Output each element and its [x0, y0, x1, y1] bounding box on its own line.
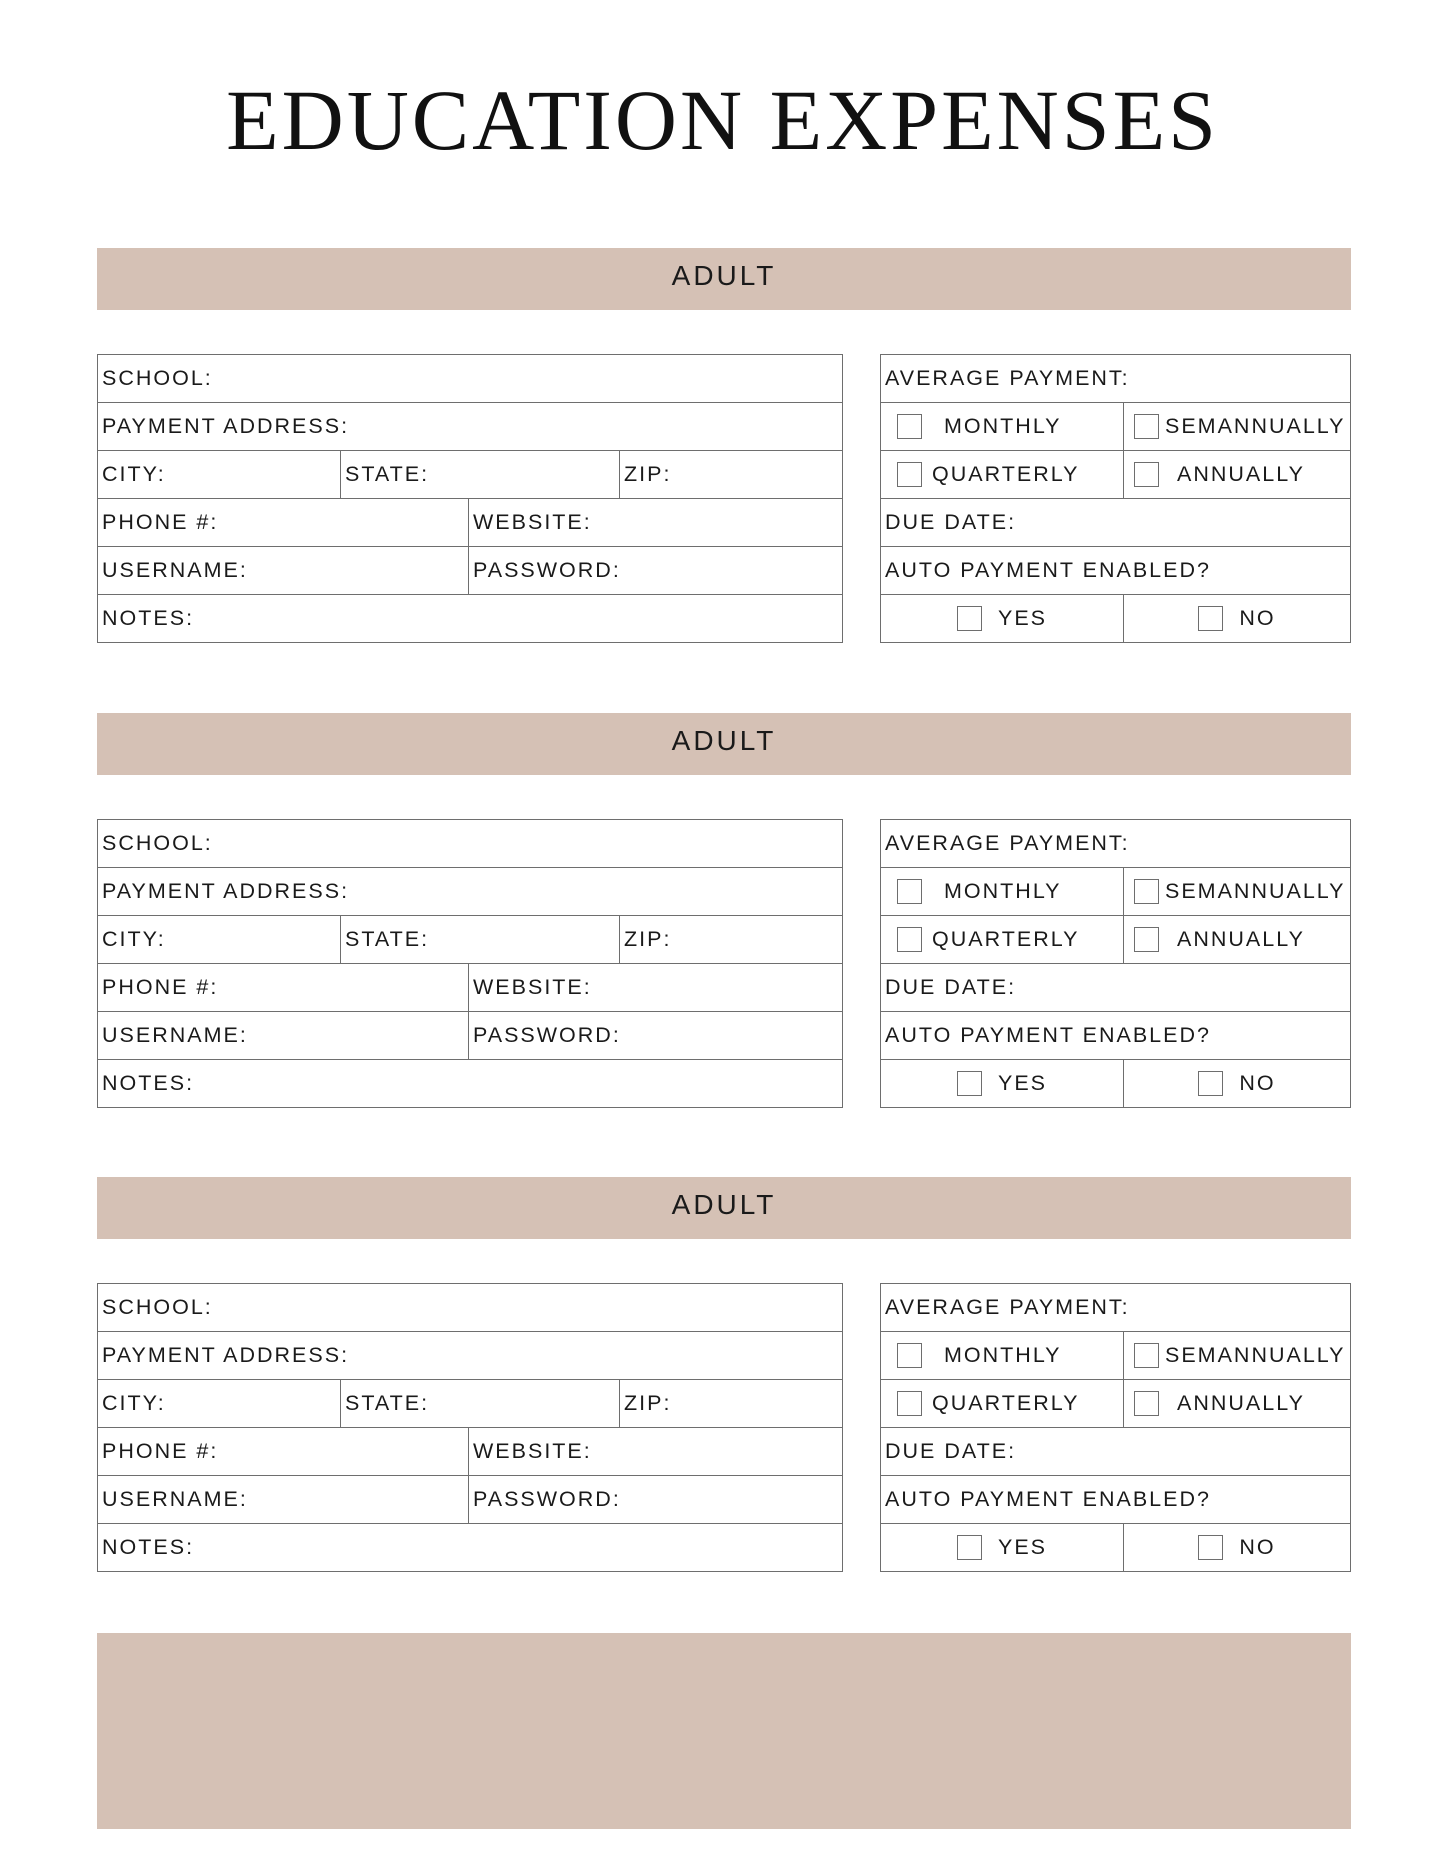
state-label: STATE:: [345, 1391, 430, 1415]
average-payment-field[interactable]: [881, 820, 1351, 868]
annually-option[interactable]: [1124, 916, 1351, 964]
zip-label: ZIP:: [624, 462, 672, 486]
monthly-option[interactable]: [881, 868, 1124, 916]
state-label: STATE:: [345, 462, 430, 486]
no-option[interactable]: [1124, 1524, 1351, 1572]
no-checkbox[interactable]: [1198, 1071, 1223, 1096]
zip-label: ZIP:: [624, 1391, 672, 1415]
username-field[interactable]: [98, 1476, 469, 1524]
section-header: ADULT: [97, 713, 1351, 775]
payment-address-label: PAYMENT ADDRESS:: [102, 414, 350, 438]
semannually-label: SEMANNUALLY: [1165, 414, 1346, 439]
payment-info-table: [880, 1283, 1351, 1572]
annually-option[interactable]: [1124, 451, 1351, 499]
page-title: EDUCATION EXPENSES: [226, 72, 1219, 168]
password-label: PASSWORD:: [473, 1023, 621, 1047]
due-date-field[interactable]: [881, 499, 1351, 547]
annually-checkbox[interactable]: [1134, 462, 1159, 487]
website-label: WEBSITE:: [473, 975, 592, 999]
city-label: CITY:: [102, 927, 166, 951]
quarterly-option[interactable]: [881, 451, 1124, 499]
monthly-checkbox[interactable]: [897, 414, 922, 439]
section-header: ADULT: [97, 1177, 1351, 1239]
semannually-checkbox[interactable]: [1134, 879, 1159, 904]
zip-label: ZIP:: [624, 927, 672, 951]
yes-label: YES: [997, 1071, 1048, 1096]
website-label: WEBSITE:: [473, 1439, 592, 1463]
state-field[interactable]: [341, 451, 620, 499]
no-label: NO: [1239, 606, 1276, 631]
city-field[interactable]: [98, 916, 341, 964]
school-field[interactable]: [98, 355, 843, 403]
due-date-field[interactable]: [881, 964, 1351, 1012]
annually-checkbox[interactable]: [1134, 927, 1159, 952]
average-payment-label: AVERAGE PAYMENT:: [885, 831, 1130, 855]
password-field[interactable]: [469, 1476, 843, 1524]
annually-checkbox[interactable]: [1134, 1391, 1159, 1416]
phone-label: PHONE #:: [102, 1439, 219, 1463]
expense-section: [97, 713, 1351, 1113]
average-payment-field[interactable]: [881, 1284, 1351, 1332]
payment-address-field[interactable]: [98, 403, 843, 451]
yes-option[interactable]: [881, 1524, 1124, 1572]
city-label: CITY:: [102, 462, 166, 486]
monthly-option[interactable]: [881, 1332, 1124, 1380]
school-info-table: [97, 1283, 843, 1572]
username-label: USERNAME:: [102, 1023, 248, 1047]
average-payment-label: AVERAGE PAYMENT:: [885, 1295, 1130, 1319]
payment-address-field[interactable]: [98, 868, 843, 916]
auto-payment-label: AUTO PAYMENT ENABLED?: [885, 1023, 1211, 1047]
due-date-label: DUE DATE:: [885, 975, 1017, 999]
zip-field[interactable]: [620, 916, 843, 964]
payment-address-field[interactable]: [98, 1332, 843, 1380]
quarterly-label: QUARTERLY: [932, 927, 1080, 952]
state-field[interactable]: [341, 916, 620, 964]
yes-checkbox[interactable]: [957, 1071, 982, 1096]
school-field[interactable]: [98, 820, 843, 868]
notes-label: NOTES:: [102, 606, 195, 630]
website-field[interactable]: [469, 1428, 843, 1476]
yes-label: YES: [997, 1535, 1048, 1560]
city-field[interactable]: [98, 451, 341, 499]
website-label: WEBSITE:: [473, 510, 592, 534]
zip-field[interactable]: [620, 1380, 843, 1428]
monthly-label: MONTHLY: [944, 879, 1062, 904]
website-field[interactable]: [469, 964, 843, 1012]
username-field[interactable]: [98, 547, 469, 595]
average-payment-label: AVERAGE PAYMENT:: [885, 366, 1130, 390]
payment-address-label: PAYMENT ADDRESS:: [102, 1343, 350, 1367]
expense-section: [97, 248, 1351, 648]
state-field[interactable]: [341, 1380, 620, 1428]
notes-label: NOTES:: [102, 1535, 195, 1559]
no-checkbox[interactable]: [1198, 606, 1223, 631]
annually-option[interactable]: [1124, 1380, 1351, 1428]
footer-notes-box: [97, 1633, 1351, 1829]
phone-label: PHONE #:: [102, 975, 219, 999]
annually-label: ANNUALLY: [1177, 462, 1305, 487]
city-label: CITY:: [102, 1391, 166, 1415]
school-info-table: [97, 354, 843, 643]
average-payment-field[interactable]: [881, 355, 1351, 403]
semannually-option[interactable]: [1124, 1332, 1351, 1380]
auto-payment-field: [881, 547, 1351, 595]
password-label: PASSWORD:: [473, 558, 621, 582]
monthly-option[interactable]: [881, 403, 1124, 451]
semannually-option[interactable]: [1124, 868, 1351, 916]
auto-payment-label: AUTO PAYMENT ENABLED?: [885, 1487, 1211, 1511]
auto-payment-field: [881, 1012, 1351, 1060]
no-label: NO: [1239, 1535, 1276, 1560]
monthly-checkbox[interactable]: [897, 879, 922, 904]
payment-info-table: [880, 819, 1351, 1108]
due-date-label: DUE DATE:: [885, 510, 1017, 534]
zip-field[interactable]: [620, 451, 843, 499]
monthly-label: MONTHLY: [944, 414, 1062, 439]
notes-field[interactable]: [98, 1060, 843, 1108]
notes-label: NOTES:: [102, 1071, 195, 1095]
due-date-field[interactable]: [881, 1428, 1351, 1476]
quarterly-checkbox[interactable]: [897, 1391, 922, 1416]
school-info-table: [97, 819, 843, 1108]
yes-checkbox[interactable]: [957, 1535, 982, 1560]
auto-payment-label: AUTO PAYMENT ENABLED?: [885, 558, 1211, 582]
quarterly-label: QUARTERLY: [932, 462, 1080, 487]
no-checkbox[interactable]: [1198, 1535, 1223, 1560]
auto-payment-field: [881, 1476, 1351, 1524]
semannually-label: SEMANNUALLY: [1165, 1343, 1346, 1368]
no-option[interactable]: [1124, 1060, 1351, 1108]
expense-section: [97, 1177, 1351, 1577]
payment-info-table: [880, 354, 1351, 643]
annually-label: ANNUALLY: [1177, 1391, 1305, 1416]
monthly-checkbox[interactable]: [897, 1343, 922, 1368]
phone-label: PHONE #:: [102, 510, 219, 534]
annually-label: ANNUALLY: [1177, 927, 1305, 952]
password-label: PASSWORD:: [473, 1487, 621, 1511]
state-label: STATE:: [345, 927, 430, 951]
quarterly-option[interactable]: [881, 916, 1124, 964]
school-label: SCHOOL:: [102, 1295, 213, 1319]
quarterly-checkbox[interactable]: [897, 462, 922, 487]
username-label: USERNAME:: [102, 1487, 248, 1511]
notes-field[interactable]: [98, 595, 843, 643]
section-header: ADULT: [97, 248, 1351, 310]
school-field[interactable]: [98, 1284, 843, 1332]
username-field[interactable]: [98, 1012, 469, 1060]
notes-field[interactable]: [98, 1524, 843, 1572]
school-label: SCHOOL:: [102, 366, 213, 390]
school-label: SCHOOL:: [102, 831, 213, 855]
no-label: NO: [1239, 1071, 1276, 1096]
password-field[interactable]: [469, 547, 843, 595]
username-label: USERNAME:: [102, 558, 248, 582]
monthly-label: MONTHLY: [944, 1343, 1062, 1368]
semannually-option[interactable]: [1124, 403, 1351, 451]
no-option[interactable]: [1124, 595, 1351, 643]
semannually-label: SEMANNUALLY: [1165, 879, 1346, 904]
website-field[interactable]: [469, 499, 843, 547]
quarterly-checkbox[interactable]: [897, 927, 922, 952]
phone-field[interactable]: [98, 499, 469, 547]
yes-option[interactable]: [881, 1060, 1124, 1108]
due-date-label: DUE DATE:: [885, 1439, 1017, 1463]
city-field[interactable]: [98, 1380, 341, 1428]
phone-field[interactable]: [98, 964, 469, 1012]
semannually-checkbox[interactable]: [1134, 1343, 1159, 1368]
yes-label: YES: [997, 606, 1048, 631]
yes-checkbox[interactable]: [957, 606, 982, 631]
quarterly-label: QUARTERLY: [932, 1391, 1080, 1416]
payment-address-label: PAYMENT ADDRESS:: [102, 879, 350, 903]
yes-option[interactable]: [881, 595, 1124, 643]
password-field[interactable]: [469, 1012, 843, 1060]
semannually-checkbox[interactable]: [1134, 414, 1159, 439]
quarterly-option[interactable]: [881, 1380, 1124, 1428]
phone-field[interactable]: [98, 1428, 469, 1476]
